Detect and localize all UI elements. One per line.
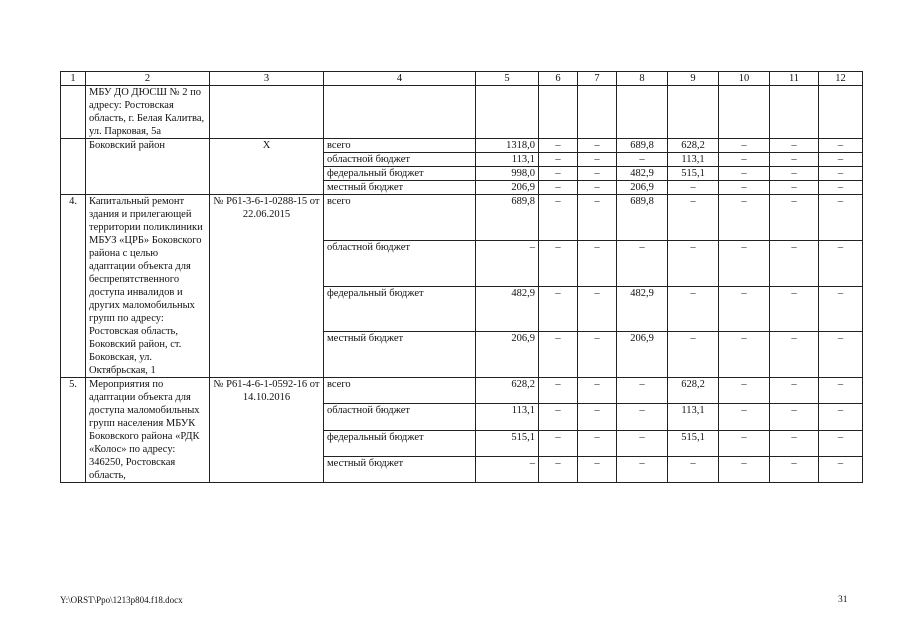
value-cell: – bbox=[819, 153, 863, 167]
value-cell: 689,8 bbox=[476, 195, 539, 241]
value-cell: – bbox=[668, 195, 719, 241]
budget-label-cell: местный бюджет bbox=[324, 456, 476, 482]
value-cell: – bbox=[819, 404, 863, 430]
value-cell: 113,1 bbox=[476, 153, 539, 167]
value-cell: – bbox=[819, 332, 863, 378]
value-cell: 689,8 bbox=[617, 139, 668, 153]
value-cell: – bbox=[770, 456, 819, 482]
value-cell: 515,1 bbox=[476, 430, 539, 456]
value-cell: – bbox=[770, 167, 819, 181]
value-cell: 482,9 bbox=[476, 286, 539, 332]
value-cell: – bbox=[770, 153, 819, 167]
budget-label-cell: областной бюджет bbox=[324, 153, 476, 167]
header-cell: 7 bbox=[578, 72, 617, 86]
value-cell: – bbox=[578, 195, 617, 241]
num-cell: 5. bbox=[61, 378, 86, 483]
num-cell bbox=[61, 86, 86, 139]
empty-cell bbox=[719, 86, 770, 139]
code-cell: № Р61-4-6-1-0592-16 от 14.10.2016 bbox=[210, 378, 324, 483]
value-cell: – bbox=[719, 195, 770, 241]
value-cell: – bbox=[770, 430, 819, 456]
value-cell: – bbox=[770, 404, 819, 430]
value-cell: – bbox=[819, 195, 863, 241]
value-cell: – bbox=[476, 456, 539, 482]
value-cell: 515,1 bbox=[668, 167, 719, 181]
value-cell: 628,2 bbox=[668, 139, 719, 153]
value-cell: – bbox=[819, 378, 863, 404]
table-row bbox=[61, 195, 863, 241]
header-cell: 8 bbox=[617, 72, 668, 86]
value-cell: – bbox=[539, 430, 578, 456]
budget-label-cell: всего bbox=[324, 378, 476, 404]
value-cell: – bbox=[617, 404, 668, 430]
value-cell: 113,1 bbox=[668, 404, 719, 430]
budget-label-cell: всего bbox=[324, 195, 476, 241]
value-cell: – bbox=[476, 240, 539, 286]
header-cell: 12 bbox=[819, 72, 863, 86]
object-name-cell: Боковский район bbox=[86, 139, 210, 195]
value-cell: – bbox=[578, 430, 617, 456]
header-cell: 10 bbox=[719, 72, 770, 86]
value-cell: – bbox=[719, 167, 770, 181]
value-cell: – bbox=[719, 404, 770, 430]
empty-cell bbox=[578, 86, 617, 139]
empty-cell bbox=[819, 86, 863, 139]
budget-label-cell: местный бюджет bbox=[324, 332, 476, 378]
value-cell: – bbox=[539, 139, 578, 153]
value-cell: – bbox=[668, 181, 719, 195]
table-row bbox=[61, 139, 863, 153]
value-cell: – bbox=[539, 286, 578, 332]
header-cell: 2 bbox=[86, 72, 210, 86]
table-row bbox=[61, 86, 863, 139]
value-cell: – bbox=[819, 139, 863, 153]
value-cell: – bbox=[539, 195, 578, 241]
value-cell: 689,8 bbox=[617, 195, 668, 241]
value-cell: – bbox=[719, 181, 770, 195]
value-cell: 206,9 bbox=[476, 332, 539, 378]
num-cell: 4. bbox=[61, 195, 86, 378]
value-cell: 113,1 bbox=[476, 404, 539, 430]
value-cell: – bbox=[770, 195, 819, 241]
empty-cell bbox=[539, 86, 578, 139]
budget-table bbox=[60, 71, 863, 483]
value-cell: 628,2 bbox=[668, 378, 719, 404]
value-cell: – bbox=[819, 240, 863, 286]
header-cell: 5 bbox=[476, 72, 539, 86]
value-cell: 1318,0 bbox=[476, 139, 539, 153]
value-cell: 482,9 bbox=[617, 167, 668, 181]
value-cell: – bbox=[668, 240, 719, 286]
value-cell: – bbox=[819, 430, 863, 456]
value-cell: – bbox=[719, 139, 770, 153]
value-cell: – bbox=[617, 456, 668, 482]
empty-cell bbox=[668, 86, 719, 139]
header-cell: 9 bbox=[668, 72, 719, 86]
header-cell: 11 bbox=[770, 72, 819, 86]
value-cell: – bbox=[539, 456, 578, 482]
footer-file-path: Y:\ORST\Ppo\1213p804.f18.docx bbox=[60, 595, 183, 605]
value-cell: – bbox=[770, 378, 819, 404]
value-cell: – bbox=[668, 456, 719, 482]
value-cell: – bbox=[578, 378, 617, 404]
value-cell: – bbox=[719, 286, 770, 332]
value-cell: – bbox=[539, 332, 578, 378]
code-cell: Х bbox=[210, 139, 324, 195]
value-cell: – bbox=[719, 430, 770, 456]
budget-label-cell: федеральный бюджет bbox=[324, 167, 476, 181]
header-cell: 3 bbox=[210, 72, 324, 86]
value-cell: – bbox=[770, 286, 819, 332]
value-cell: 998,0 bbox=[476, 167, 539, 181]
value-cell: 206,9 bbox=[617, 181, 668, 195]
value-cell: – bbox=[578, 181, 617, 195]
value-cell: – bbox=[578, 404, 617, 430]
value-cell: 515,1 bbox=[668, 430, 719, 456]
value-cell: 206,9 bbox=[617, 332, 668, 378]
value-cell: – bbox=[578, 153, 617, 167]
header-cell: 6 bbox=[539, 72, 578, 86]
object-name-cell: МБУ ДО ДЮСШ № 2 по адресу: Ростовская область, г. Белая Калитва, ул. Парковая, 5а bbox=[86, 86, 210, 139]
empty-cell bbox=[770, 86, 819, 139]
table-row bbox=[61, 378, 863, 404]
value-cell: – bbox=[578, 286, 617, 332]
object-name-cell: Капитальный ремонт здания и прилегающей территории поликлиники МБУЗ «ЦРБ» Боковского района с целью адаптации объекта для беспрепятственного доступа инвалидов и других маломобильных групп по адресу: Ростовская область, Боковский район, ст. Боковская, ул. Октябрьская, 1 bbox=[86, 195, 210, 378]
value-cell: – bbox=[770, 181, 819, 195]
value-cell: – bbox=[578, 456, 617, 482]
budget-label-cell: местный бюджет bbox=[324, 181, 476, 195]
value-cell: – bbox=[819, 167, 863, 181]
value-cell: – bbox=[617, 378, 668, 404]
value-cell: – bbox=[539, 153, 578, 167]
budget-label-cell: областной бюджет bbox=[324, 404, 476, 430]
num-cell bbox=[61, 139, 86, 195]
value-cell: – bbox=[617, 240, 668, 286]
value-cell: – bbox=[668, 332, 719, 378]
header-row bbox=[61, 72, 863, 86]
budget-label-cell: федеральный бюджет bbox=[324, 286, 476, 332]
value-cell: – bbox=[539, 378, 578, 404]
value-cell: – bbox=[770, 240, 819, 286]
value-cell: – bbox=[719, 240, 770, 286]
value-cell: – bbox=[719, 456, 770, 482]
value-cell: – bbox=[668, 286, 719, 332]
empty-cell bbox=[617, 86, 668, 139]
value-cell: 482,9 bbox=[617, 286, 668, 332]
page-number: 31 bbox=[838, 595, 848, 605]
value-cell: 628,2 bbox=[476, 378, 539, 404]
value-cell: – bbox=[617, 153, 668, 167]
value-cell: – bbox=[719, 153, 770, 167]
object-name-cell: Мероприятия по адаптации объекта для доступа маломобильных групп населения МБУК Боковского района «РДК «Колос» по адресу: 346250, Ростовская область, bbox=[86, 378, 210, 483]
value-cell: – bbox=[770, 332, 819, 378]
value-cell: – bbox=[578, 240, 617, 286]
budget-label-cell: областной бюджет bbox=[324, 240, 476, 286]
value-cell: – bbox=[539, 181, 578, 195]
value-cell: – bbox=[578, 332, 617, 378]
header-cell: 1 bbox=[61, 72, 86, 86]
value-cell: – bbox=[819, 286, 863, 332]
value-cell: – bbox=[578, 139, 617, 153]
value-cell: – bbox=[539, 240, 578, 286]
value-cell: – bbox=[819, 456, 863, 482]
value-cell: – bbox=[578, 167, 617, 181]
empty-cell bbox=[476, 86, 539, 139]
empty-cell bbox=[324, 86, 476, 139]
code-cell: № Р61-3-6-1-0288-15 от 22.06.2015 bbox=[210, 195, 324, 378]
value-cell: – bbox=[617, 430, 668, 456]
budget-label-cell: всего bbox=[324, 139, 476, 153]
value-cell: – bbox=[819, 181, 863, 195]
value-cell: 113,1 bbox=[668, 153, 719, 167]
value-cell: – bbox=[719, 332, 770, 378]
value-cell: – bbox=[539, 404, 578, 430]
value-cell: 206,9 bbox=[476, 181, 539, 195]
value-cell: – bbox=[770, 139, 819, 153]
budget-label-cell: федеральный бюджет bbox=[324, 430, 476, 456]
value-cell: – bbox=[719, 378, 770, 404]
value-cell: – bbox=[539, 167, 578, 181]
empty-cell bbox=[210, 86, 324, 139]
header-cell: 4 bbox=[324, 72, 476, 86]
